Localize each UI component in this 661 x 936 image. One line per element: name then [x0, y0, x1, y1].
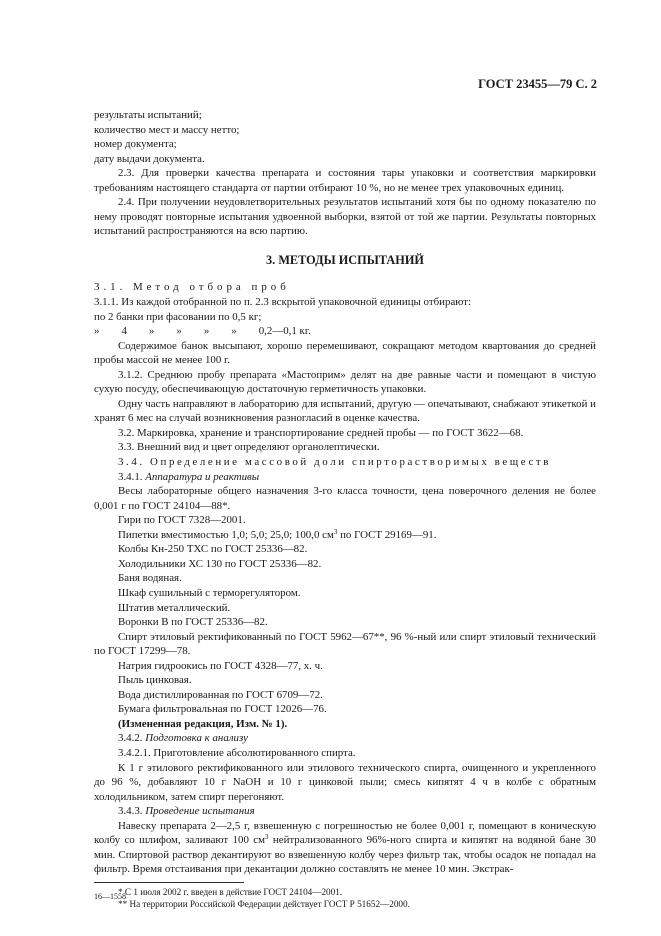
- paragraph-3-4-1: [94, 470, 596, 485]
- clause-title: Подготовка к анализу: [145, 732, 248, 745]
- text-part: Пипетки вместимостью 1,0; 5,0; 25,0; 100,0 см: [118, 528, 334, 541]
- text-line: номер документа;: [94, 138, 177, 151]
- section-heading: 3. МЕТОДЫ ИСПЫТАНИЙ: [266, 252, 424, 267]
- ditto-number: 4: [121, 325, 127, 338]
- paragraph-2-4: 2.4. При получении неудовлетворительных результатов испытаний хотя бы по одному показателю по нему проводят повторные испытания удвоенной выборки, взятой от той же партии. Результаты повторных испытаний распространяются на всю партию.: [94, 196, 596, 238]
- paragraph: Одну часть направляют в лабораторию для испытаний, другую — опечатывают, снабжают этикеткой и хранят 6 мес на случай возникновения разногласий в оценке качества.: [94, 397, 596, 425]
- clause-title: Проведение испытания: [145, 805, 255, 818]
- paragraph-3-3: 3.3. Внешний вид и цвет определяют органолептически.: [118, 441, 380, 454]
- superscript: 3: [333, 527, 338, 536]
- text-line: по 2 банки при фасовании по 0,5 кг;: [94, 310, 262, 323]
- text-part: Навеску препарата 2—2,5 г, взвешенную с погрешностью не более 0,001 г, помещают в коническую колбу со шлифом, заливают 100 см: [94, 819, 596, 847]
- text-line: количество мест и массу нетто;: [94, 123, 240, 136]
- paragraph-3-2: 3.2. Маркировка, хранение и транспортирование средней пробы — по ГОСТ 3622—68.: [118, 426, 524, 439]
- paragraph-3-4-2: [94, 731, 596, 746]
- paragraph-3-1-1: 3.1.1. Из каждой отобранной по п. 2.3 вскрытой упаковочной единицы отбирают:: [94, 296, 472, 309]
- apparatus-item: Пыль цинковая.: [118, 674, 192, 687]
- print-code: 16—1558: [94, 892, 126, 901]
- ditto-mark: »: [203, 325, 210, 338]
- ditto-mark: »: [231, 325, 237, 338]
- ditto-mark: »: [176, 325, 182, 338]
- ditto-tail: 0,2—0,1 кг.: [258, 325, 311, 338]
- paragraph: [94, 819, 596, 877]
- text-line: результаты испытаний;: [94, 109, 202, 121]
- apparatus-item: Натрия гидроокись по ГОСТ 4328—77, х. ч.: [118, 659, 323, 672]
- apparatus-item: Холодильники ХС 130 по ГОСТ 25336—82.: [118, 557, 322, 570]
- apparatus-item: Штатив металлический.: [118, 601, 231, 614]
- apparatus-item: Вода дистиллированная по ГОСТ 6709—72.: [118, 688, 323, 701]
- paragraph-2-3: 2.3. Для проверки качества препарата и состояния тары упаковки и соответствия маркировки требованиям настоящего стандарта от партии отбирают 10 %, но не менее трех упаковочных единиц.: [94, 167, 596, 194]
- ditto-mark: »: [94, 325, 100, 338]
- paragraph-3-1: 3.1. Метод отбора проб: [94, 281, 290, 294]
- footnote: * С 1 июля 2002 г. введен в действие ГОСТ 24104—2001.: [118, 886, 343, 897]
- paragraph-3-4-3: [94, 804, 596, 819]
- document-body: [94, 108, 596, 911]
- ditto-row: [94, 324, 596, 339]
- apparatus-item: Колбы Кн-250 ТХС по ГОСТ 25336—82.: [118, 543, 308, 556]
- apparatus-item: Шкаф сушильный с терморегулятором.: [118, 586, 301, 599]
- clause-number: 3.4.2.: [118, 732, 143, 745]
- clause-number: 3.4.3.: [118, 805, 143, 818]
- amendment-note: (Измененная редакция, Изм. № 1).: [118, 717, 288, 730]
- paragraph-3-1-2: 3.1.2. Среднюю пробу препарата «Мастоприм» делят на две равные части и помещают в чистую сухую посуду, обеспечивающую достаточную герметичность упаковки.: [94, 368, 596, 396]
- paragraph-3-4-2-1: 3.4.2.1. Приготовление абсолютированного спирта.: [118, 746, 356, 759]
- apparatus-item: [94, 528, 596, 543]
- apparatus-item: Спирт этиловый ректификованный по ГОСТ 5962—67**, 96 %-ный или спирт этиловый технический по ГОСТ 17299—78.: [94, 630, 596, 658]
- paragraph-3-4: 3.4. Определение массовой доли спирторастворимых веществ: [118, 456, 552, 469]
- page-header: ГОСТ 23455—79 С. 2: [478, 77, 597, 91]
- paragraph: Содержимое банок высыпают, хорошо перемешивают, сокращают методом квартования до средней пробы массой не менее 100 г.: [94, 339, 596, 367]
- apparatus-item: Баня водяная.: [118, 572, 182, 585]
- apparatus-item: Воронки В по ГОСТ 25336—82.: [118, 616, 268, 629]
- text-line: дату выдачи документа.: [94, 152, 205, 165]
- apparatus-item: Гири по ГОСТ 7328—2001.: [118, 514, 246, 527]
- footnote: ** На территории Российской Федерации действует ГОСТ Р 51652—2000.: [118, 899, 410, 910]
- superscript: 3: [265, 833, 269, 842]
- paragraph: К 1 г этилового ректификованного или этилового технического спирта, очищенного и укрепленного до 96 %, добавляют 10 г NaOH и 10 г цинковой пыли; смесь кипятят 4 ч в колбе с обратным холодильником, затем спирт перегоняют.: [94, 761, 596, 803]
- clause-title: Аппаратура и реактивы: [145, 470, 260, 483]
- apparatus-item: Бумага фильтровальная по ГОСТ 12026—76.: [118, 703, 327, 716]
- clause-number: 3.4.1.: [118, 470, 143, 483]
- footnote-rule: [94, 882, 244, 883]
- text-part: по ГОСТ 29169—91.: [337, 528, 437, 541]
- ditto-mark: »: [148, 325, 155, 338]
- text-part: нейтрализованного 96%-ного спирта и кипятят на водяной бане 30 мин. Спиртовой раствор декантируют во взвешенную колбу через фильтр так, чтобы осадок не попадал на фильтр. Время отстаивания при декантации должно составлять не менее 10 мин. Экстрак-: [94, 834, 596, 876]
- apparatus-item: Весы лабораторные общего назначения 3-го класса точности, цена поверочного деления не более 0,001 г по ГОСТ 24104—88*.: [94, 485, 596, 512]
